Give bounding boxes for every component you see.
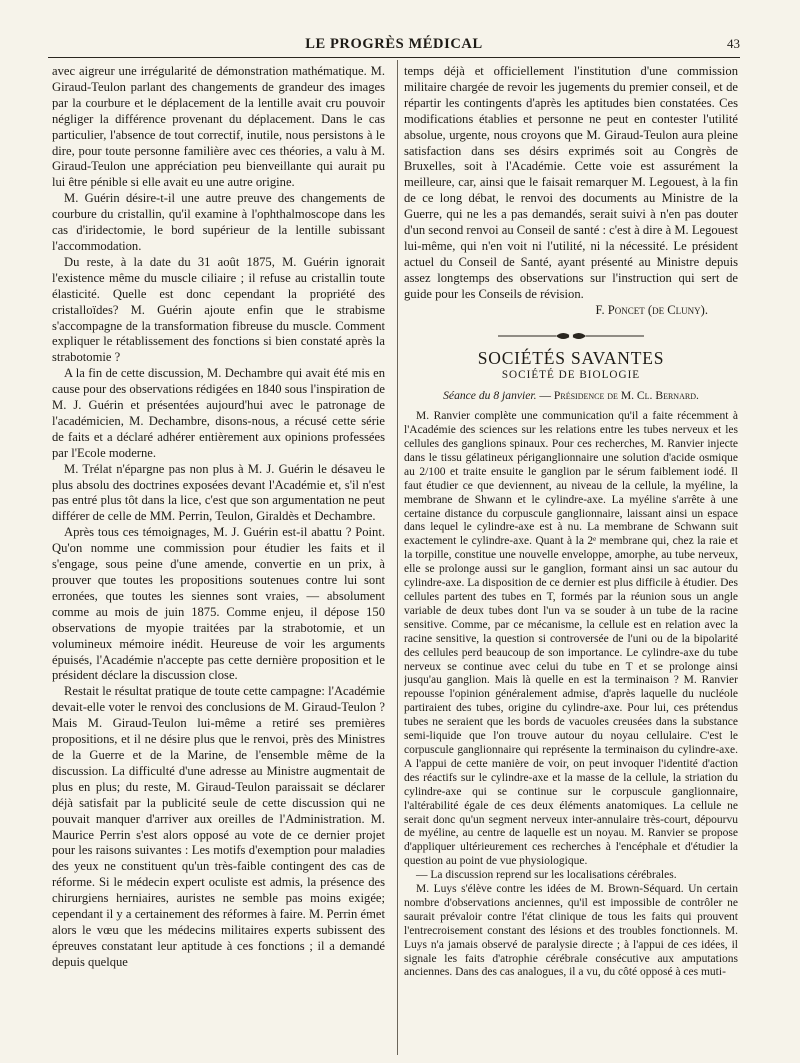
biology-paragraph-3: M. Luys s'élève contre les idées de M. Brown-Séquard. Un certain nombre d'observations anciennes, qu'il est impossible de contrôler ne saurait prévaloir contre l'état clinique de tous les faits qui prouvent l'entrecroisement constant des lésions et des troubles fonctionnels. M. Luys n'a jamais observé de paralysie directe ; à l'appui de ces idées, il signale les faits d'atrophie cérébrale consécutive aux amputations anciennes. Dans des cas analogues, il a vu, du côté opposé à ces muti- bbox=[404, 883, 738, 979]
page-number: 43 bbox=[727, 36, 740, 51]
left-column bbox=[52, 64, 385, 1059]
session-line bbox=[404, 388, 738, 404]
section-title: SOCIÉTÉS SAVANTES bbox=[477, 347, 665, 368]
session-date: 8 janvier. bbox=[493, 389, 537, 403]
session-presidency: — Présidence de M. Cl. Bernard. bbox=[539, 389, 699, 403]
right-paragraph-1: temps déjà et officiellement l'institution d'une commission militaire chargée de revoir les jugements du premier conseil, et de répartir les contingents d'après les aptitudes bien constatées. Ces modifications établies et personne ne peut en contester l'utilité absolue, urgente, nous croyons que M. Giraud-Teulon aura pleine satisfaction dans ses désirs exprimés soit au Congrès de Bruxelles, soit à l'Académie. Cette voie est assurément la meilleure, car, ainsi que le faisait remarquer M. Legouest, à la fin de ce long débat, le renvoi des documents au Ministre de la Guerre, qui ne les a pas demandés, serait suivi à n'en pas douter d'un second renvoi au Conseil de santé : c'est à dire à M. Legouest lui-même, qui n'en voit ni l'utilité, ni la nécessité. Le président actuel du Conseil de Santé, ayant présenté au Ministre depuis assez longtemps des observations sur l'instruction qui sert de guide pour les Conseils de révision. bbox=[404, 64, 738, 301]
session-label: Séance du bbox=[443, 389, 491, 403]
page-header bbox=[48, 36, 740, 56]
left-paragraph-2: M. Guérin désire-t-il une autre preuve des changements de courbure du cristallin, qu'il examine à l'ophthalmoscope dans les cas d'iridectomie, le bord supérieur de la lentille subissant l'accommodation. bbox=[52, 191, 385, 253]
right-column bbox=[404, 64, 738, 1059]
column-divider bbox=[397, 60, 398, 1055]
journal-title: LE PROGRÈS MÉDICAL bbox=[305, 36, 483, 52]
ornament-icon bbox=[496, 329, 646, 343]
left-paragraph-4: A la fin de cette discussion, M. Dechambre qui avait été mis en cause pour des observations rédigées en 1840 sous l'inspiration de M. J. Guérin et présentées aujourd'hui avec le patronage de l'académicien, M. Dechambre, disons-nous, a récusé cette série de faits et a déclaré adhérer entièrement aux opinions professées par l'Ecole moderne. bbox=[52, 366, 385, 460]
left-paragraph-1: avec aigreur une irrégularité de démonstration mathématique. M. Giraud-Teulon parlant des changements de grandeur des images par la courbure et le déplacement de la lentille avait cru pouvoir négliger la différence provenant du déplacement. Dans le cas particulier, l'absence de tout correctif, inutile, nous persistons à le dire, pour toute personne familière avec ces théories, a valu à M. Giraud-Teulon une appréciation peu bienveillante qui aurait pu lui être pénible si elle avait eu une autre origine. bbox=[52, 64, 385, 190]
author-signature: F. Poncet (de Cluny). bbox=[595, 302, 708, 317]
society-name: SOCIÉTÉ DE BIOLOGIE bbox=[501, 369, 641, 382]
left-paragraph-3: Du reste, à la date du 31 août 1875, M. Guérin ignorait l'existence même du muscle ciliaire ; il refuse au cristallin toute élasticité. Quelle est donc cependant la propriété des cristalloïdes? M. Guérin ajoute enfin que le strabisme s'accompagne de la transformation fibreuse du muscle. Comment expliquer le rétablissement des fonctions si bien constaté après la strabotomie ? bbox=[52, 254, 385, 365]
left-paragraph-5: M. Trélat n'épargne pas non plus à M. J. Guérin le désaveu le plus absolu des doctrines exposées devant l'Académie et, s'il n'est pas entré plus tôt dans la lice, c'est que son argumentation ne peut différer de celle de MM. Perrin, Teulon, Giraldès et Dechambre. bbox=[52, 461, 385, 524]
biology-paragraph-2: — La discussion reprend sur les localisations cérébrales. bbox=[416, 869, 677, 882]
left-paragraph-7: Restait le résultat pratique de toute cette campagne: l'Académie devait-elle voter le renvoi des conclusions de M. Giraud-Teulon ? Mais M. Giraud-Teulon lui-même a retiré ses premières propositions, et il ne désire plus que le renvoi, près des Ministres de la Guerre et de la Marine, de l'ensemble même de la discussion. La difficulté d'une adresse au Ministre augmentait de plus en plus; du reste, M. Giraud-Teulon paraissait se déclarer déjà satisfait par la publicité seule de cette discussion qui ne pouvait manquer d'arriver aux oreilles de l'Administration. M. Maurice Perrin s'est alors opposé au vote de ce dernier projet pour les raisons suivantes : Les motifs d'exemption pour maladies des yeux ne constituent qu'un très-faible contingent des cas de réforme. Si le médecin expert oculiste est admis, la présence des chirurgiens herniaires, auristes ne semble pas moins exigée; cependant il y a certainement des réformes à faire. M. Perrin émet alors le vœu que les médecins militaires experts subissent des épreuves constatant leur aptitude à ces fonctions ; il a demandé depuis quelque bbox=[52, 684, 385, 969]
biology-paragraph-1: M. Ranvier complète une communication qu'il a faite récemment à l'Académie des sciences sur les relations entre les tubes nerveux et les cellules des ganglions spinaux. Pour ces recherches, M. Ranvier injecte dans le tissu gélatineux périganglionnaire une solution d'acide osmique au 2/100 et traite ensuite le ganglion par le sérum faiblement iodé. Il faut étudier ce que deviennent, au niveau de la cellule, la myéline, la membrane de Shwann et le cylindre-axe. La myéline s'arrête à une certaine distance du corpuscule ganglionnaire, laissant ainsi un espace dans lequel le cylindre-axe est à nu. La membrane de Schwann suit exactement le cylindre-axe. Quant à la 2ᵉ membrane qui, chez la raie et la torpille, constitue une nouvelle enveloppe, amorphe, au tube nerveux, elle se prolonge aussi sur le ganglion, formant ainsi un sac autour du cylindre-axe. La disposition de ce dernier est plus difficile à étudier. Des cellules partent des tubes en T, formés par la réunion sous un angle variable de deux tubes dont l'un va se souder à un tube de la racine sensitive. Comme, par ce mécanisme, la cellule est en relation avec la racine sensitive, la question si controversée de l'uni ou de la bipolarité des cellules perd beaucoup de son importance. Le cylindre-axe du tube nerveux se continue avec celui du tube en T et se prolonge ainsi jusqu'au ganglion. Mais là quelle en est la terminaison ? M. Ranvier repousse l'opinion généralement admise, d'après laquelle du nucléole partiraient des tubes, origine du cylindre-axe. Pour lui, ces prétendus tubes ne seraient que les bords de vacuoles creusées dans la substance semi-liquide que l'on trouve autour du noyau cellulaire. C'est le corpuscule ganglionnaire qui représente la terminaison du cylindre-axe. A l'appui de cette manière de voir, on peut invoquer l'identité d'action des réactifs sur le cylindre-axe et la masse de la cellule, la striation du cylindre-axe qui se continue sur le corpuscule ganglionnaire, l'altérabilité égale de ces deux éléments anatomiques. La cellule ne serait donc qu'un segment nerveux inter-annulaire très-court, dépourvu de myéline, au centre de laquelle est un noyau. M. Ranvier se propose d'appliquer ultérieurement ces recherches à l'encéphale et d'étudier la question au point de vue physiologique. bbox=[404, 410, 738, 868]
header-rule bbox=[48, 57, 740, 58]
left-paragraph-6: Après tous ces témoignages, M. J. Guérin est-il abattu ? Point. Qu'on nomme une commission pour étudier les faits et il s'engage, sous peine d'une amende, convertie en un prix, à prouver que toutes les propositions soutenues contre lui sont erronées, que toutes les siennes sont vraies, — absolument comme au mois de juin 1875. Comme enjeu, il dépose 150 observations de myopie traitées par la strabotomie, et un volumineux mémoire inédit. Heureuse de voir les arguments épuisés, l'Académie n'accepte pas cette dernière proposition et le président déclare la discussion close. bbox=[52, 525, 385, 683]
ornament-rule bbox=[404, 329, 738, 347]
